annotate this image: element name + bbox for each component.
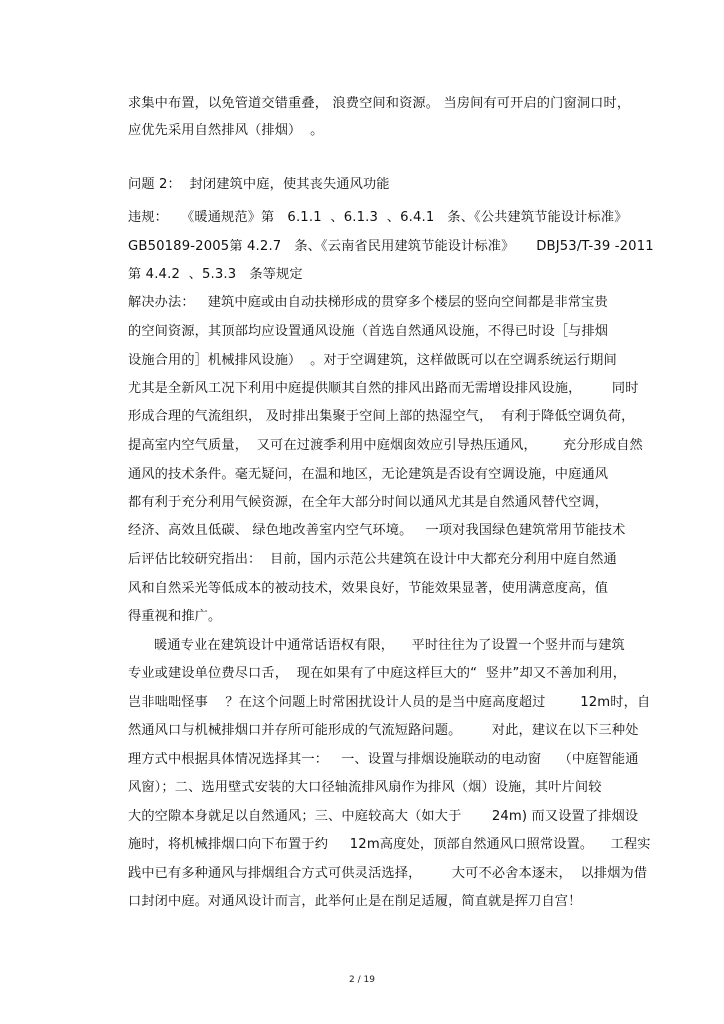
- text-line: 第 4.4.2 、5.3.3 条等规定: [128, 267, 303, 282]
- text-line: 施时，将机械排烟口向下布置于约 12m高度处，顶部自然通风口照常设置。 工程实: [128, 837, 651, 852]
- text-line: 专业或建设单位费尽口舌， 现在如果有了中庭这样巨大的“ 竖井”却又不善加利用，: [128, 666, 627, 681]
- text-line: 经济、高效且低碳、 绿色地改善室内空气环境。 一项对我国绿色建筑常用节能技术: [128, 523, 626, 538]
- text-line: 口封闭中庭。对通风设计而言，此举何止是在削足适履，简直就是挥刀自宫！: [128, 894, 582, 909]
- text-line: 风和自然采光等低成本的被动技术，效果良好，节能效果显著，使用满意度高，值: [128, 581, 609, 596]
- page-number: 2 / 19: [349, 975, 375, 985]
- text-line: 后评估比较研究指出： 目前，国内示范公共建筑在设计中大都充分利用中庭自然通: [128, 552, 617, 567]
- section-heading: 问题 2： 封闭建筑中庭，使其丧失通风功能: [128, 177, 390, 192]
- text-line: 尤其是全新风工况下利用中庭提供顺其自然的排风出路而无需增设排风设施， 同时: [128, 381, 639, 396]
- text-line: 岂非咄咄怪事 ？在这个问题上时常困扰设计人员的是当中庭高度超过 12m时，自: [128, 695, 651, 710]
- text-line: 设施合用的］机械排风设施） 。对于空调建筑，这样做既可以在空调系统运行期间: [128, 353, 617, 368]
- text-line: 通风的技术条件。毫无疑问，在温和地区，无论建筑是否设有空调设施，中庭通风: [128, 467, 609, 482]
- text-line: 大的空隙本身就足以自然通风；三、中庭较高大（如大于 24m) 而又设置了排烟设: [128, 809, 639, 824]
- text-line: 求集中布置，以免管道交错重叠， 浪费空间和资源。 当房间有可开启的门窗洞口时，: [128, 96, 631, 111]
- text-line: 风窗）；二、选用壁式安装的大口径轴流排风扇作为排风（烟）设施，其叶片间较: [128, 780, 602, 795]
- text-line: 都有利于充分利用气候资源，在全年大部分时间以通风尤其是自然通风替代空调，: [128, 495, 609, 510]
- text-line: 形成合理的气流组织， 及时排出集聚于空间上部的热湿空气， 有利于降低空调负荷，: [128, 409, 635, 424]
- text-line: 违规： 《暖通规范》第 6.1.1 、6.1.3 、6.4.1 条、《公共建筑节能设计标准》: [128, 210, 628, 225]
- text-line: 应优先采用自然排风（排烟） 。: [128, 123, 324, 138]
- text-line: 然通风口与机械排烟口并存所可能形成的气流短路问题。 对此，建议在以下三种处: [128, 723, 639, 738]
- text-line: 得重视和推广。: [128, 609, 222, 624]
- text-line: 提高室内空气质量， 又可在过渡季利用中庭烟囱效应引导热压通风， 充分形成自然: [128, 438, 643, 453]
- text-line: GB50189-2005第 4.2.7 条、《云南省民用建筑节能设计标准》 DBJ53/T-39 -2011: [128, 239, 654, 254]
- text-line: 解决办法： 建筑中庭或由自动扶梯形成的贯穿多个楼层的竖向空间都是非常宝贵: [128, 295, 608, 310]
- text-line: 理方式中根据具体情况选择其一： 一、设置与排烟设施联动的电动窗 （中庭智能通: [128, 752, 639, 767]
- text-line: 践中已有多种通风与排烟组合方式可供灵活选择， 大可不必舍本逐末， 以排烟为借: [128, 866, 648, 881]
- text-line: 的空间资源，其顶部均应设置通风设施（首选自然通风设施，不得已时设［与排烟: [128, 324, 609, 339]
- text-line: 暖通专业在建筑设计中通常话语权有限， 平时往往为了设置一个竖井而与建筑: [128, 638, 625, 653]
